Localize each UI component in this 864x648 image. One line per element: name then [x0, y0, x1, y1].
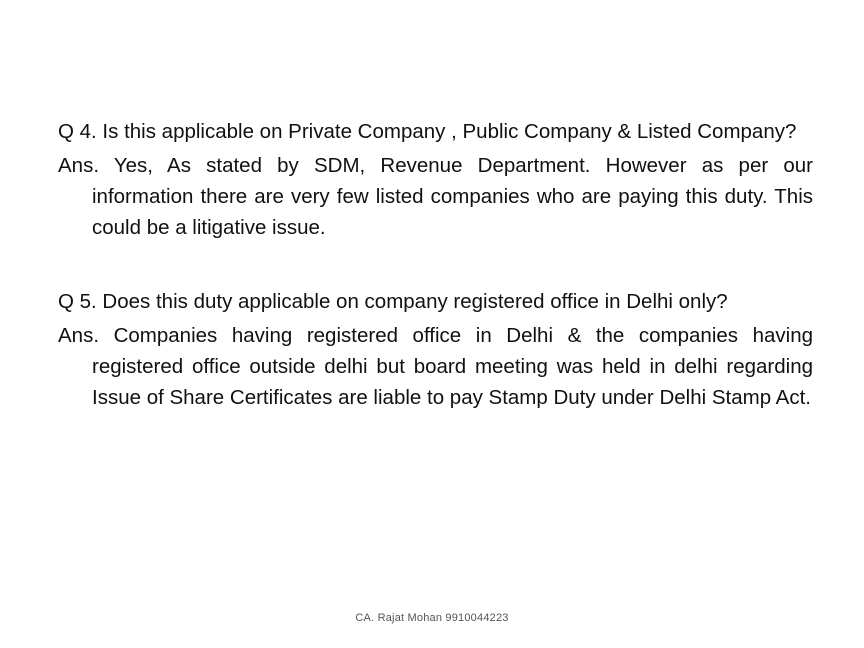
question-5: Q 5. Does this duty applicable on company registered office in Delhi only? [58, 290, 728, 313]
slide-footer: CA. Rajat Mohan 9910044223 [355, 612, 509, 624]
answer-5: Ans. Companies having registered office in Delhi & the companies having registered office outside delhi but board meeting was held in delhi regarding Issue of Share Certificates are liable to pay Stamp Duty under Delhi Stamp Act. [58, 324, 813, 409]
slide-content [58, 116, 813, 416]
spacer [58, 246, 813, 286]
answer-4: Ans. Yes, As stated by SDM, Revenue Department. However as per our information there are very few listed companies who are paying this duty. This could be a litigative issue. [58, 154, 813, 239]
question-4: Q 4. Is this applicable on Private Company , Public Company & Listed Company? [58, 120, 797, 143]
